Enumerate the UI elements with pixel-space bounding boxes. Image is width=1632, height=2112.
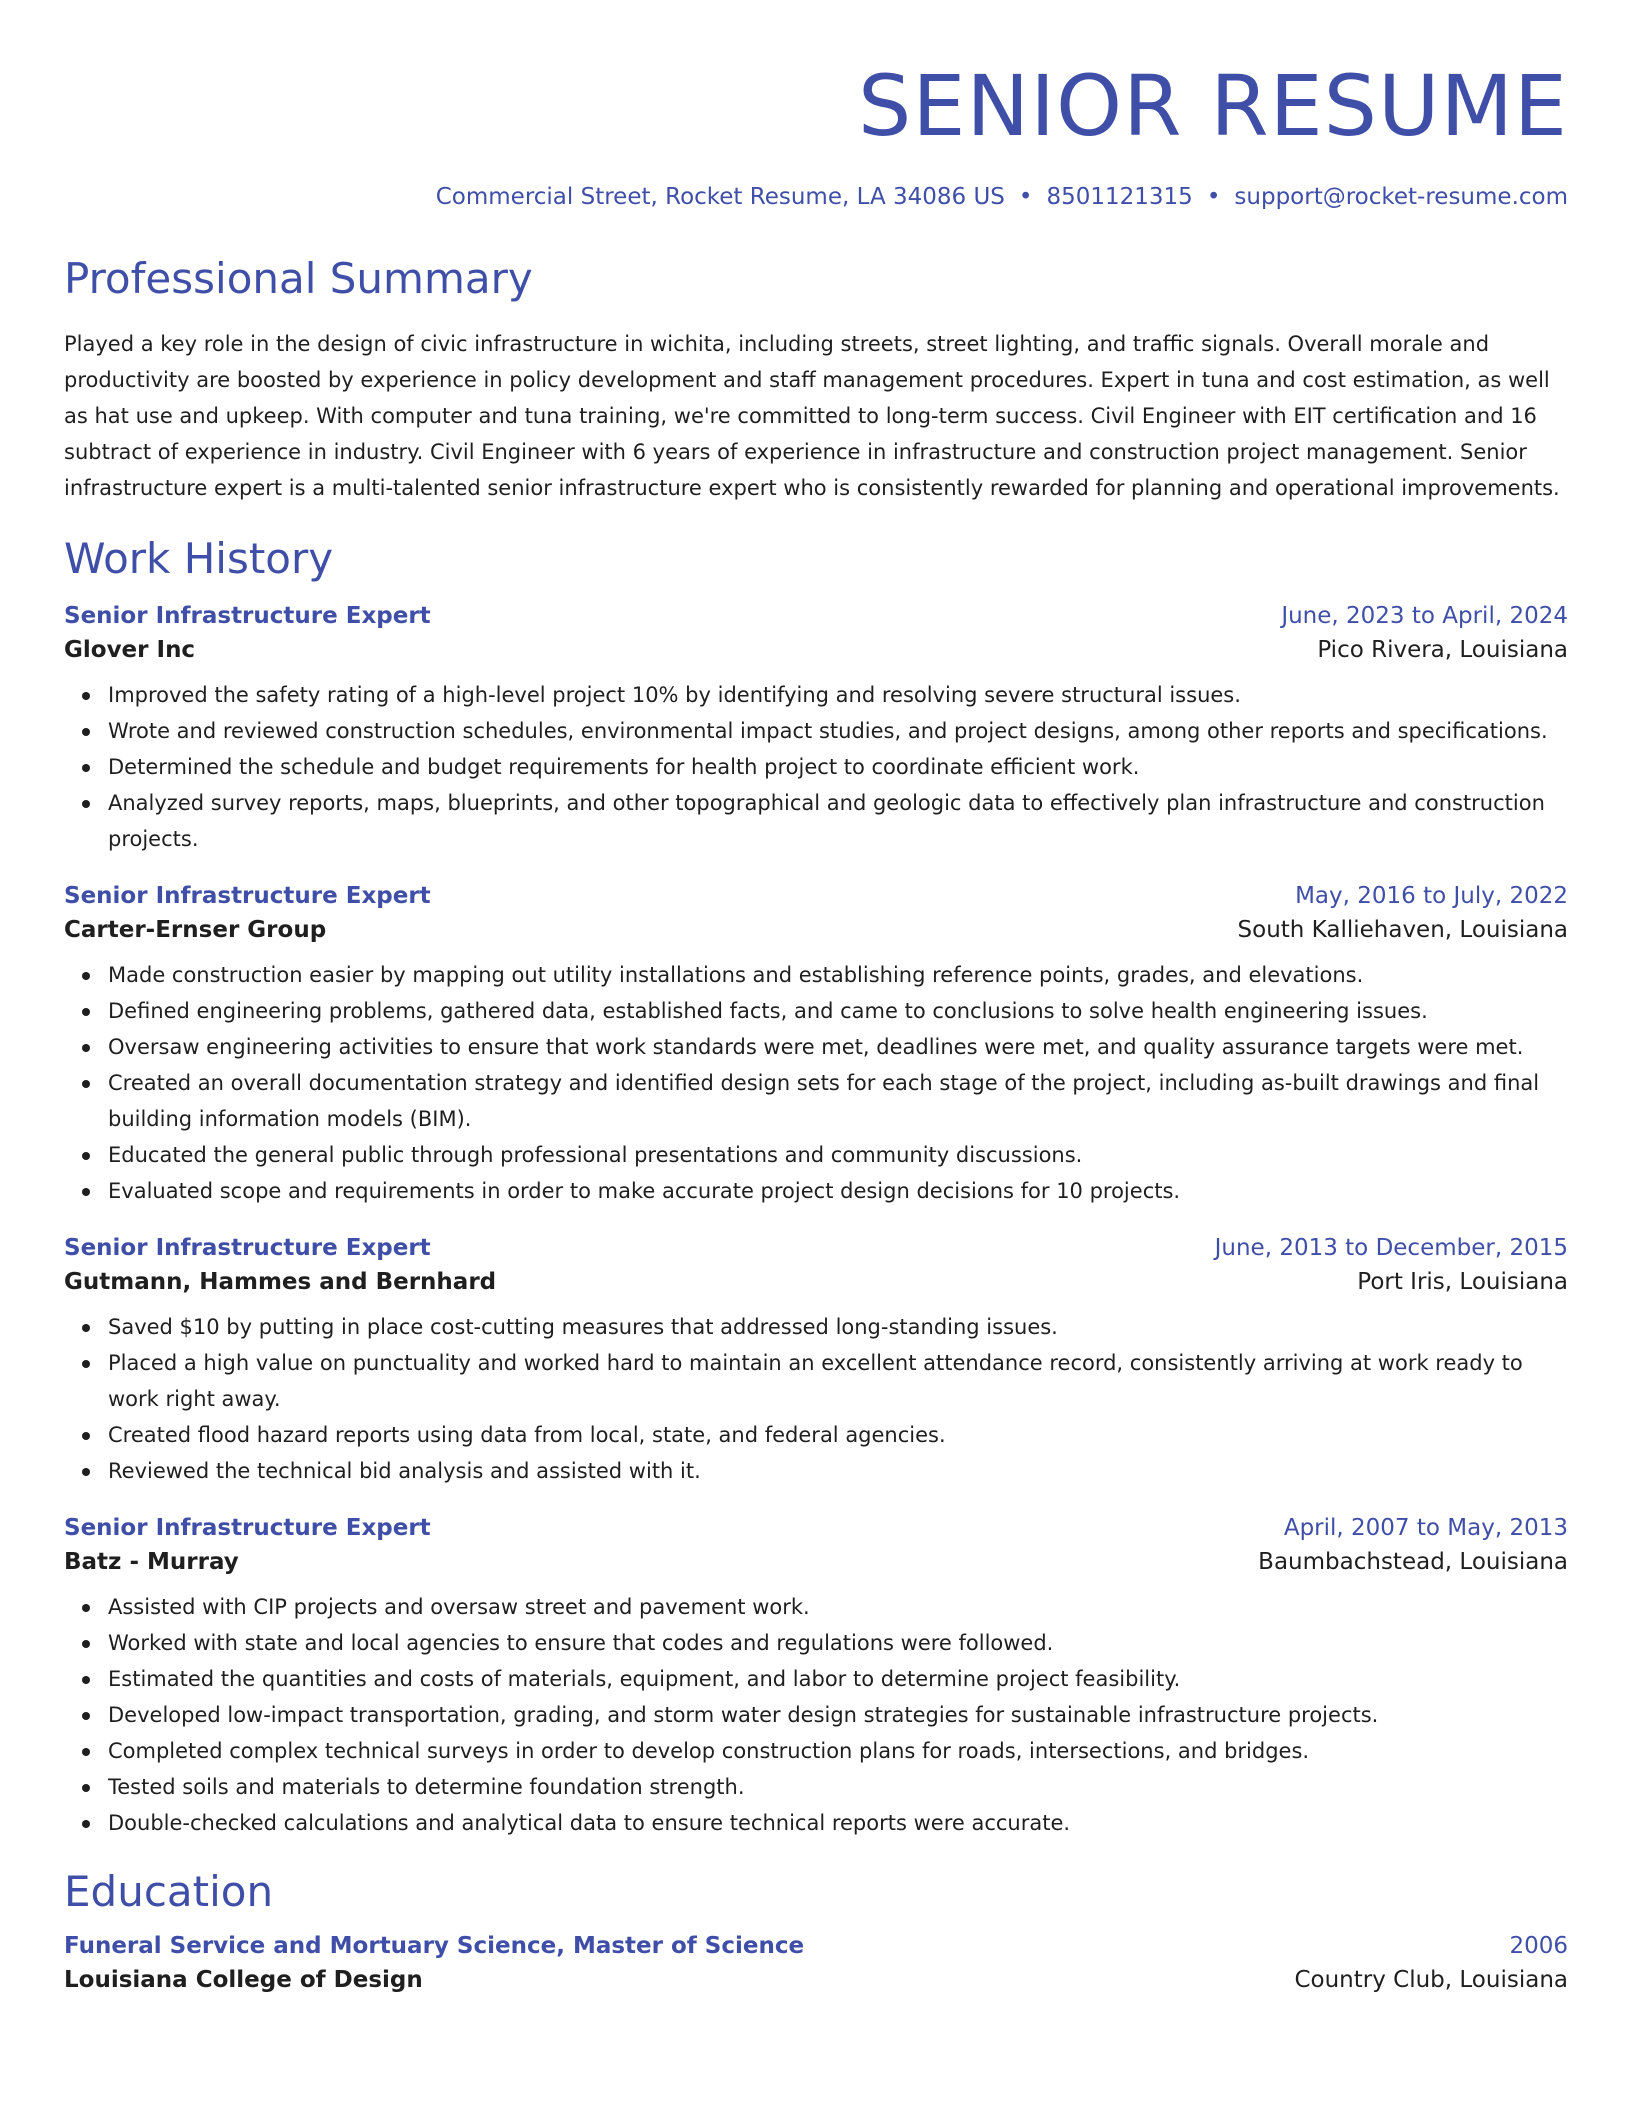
job-bullet: Double-checked calculations and analytical data to ensure technical reports were accurate. (108, 1805, 1568, 1841)
job-location: Baumbachstead, Louisiana (1258, 1548, 1568, 1575)
education-degree: Funeral Service and Mortuary Science, Master of Science (64, 1933, 805, 1960)
work-history-heading: Work History (64, 534, 334, 584)
job-dates: June, 2023 to April, 2024 (1281, 602, 1568, 629)
job-entry (64, 1235, 1568, 1489)
job-location: South Kalliehaven, Louisiana (1237, 916, 1568, 943)
education-entry (64, 1933, 1568, 1993)
education-header-row (64, 1933, 1568, 1959)
job-bullet: Placed a high value on punctuality and worked hard to maintain an excellent attendance record, consistently arriving at work ready to work right away. (108, 1345, 1568, 1417)
job-dates: June, 2013 to December, 2015 (1214, 1234, 1568, 1261)
job-bullet: Defined engineering problems, gathered data, established facts, and came to conclusions to solve health engineering issues. (108, 993, 1568, 1029)
job-dates: April, 2007 to May, 2013 (1283, 1514, 1568, 1541)
job-bullet-list (64, 677, 1568, 857)
contact-address: Commercial Street, Rocket Resume, LA 34086 US (435, 184, 1005, 210)
contact-separator: • (1206, 184, 1221, 210)
contact-separator: • (1018, 184, 1033, 210)
job-bullet: Estimated the quantities and costs of materials, equipment, and labor to determine project feasibility. (108, 1661, 1568, 1697)
job-bullet: Analyzed survey reports, maps, blueprints, and other topographical and geologic data to effectively plan infrastructure and construction projects. (108, 785, 1568, 857)
job-header-row (64, 1235, 1568, 1261)
job-company: Batz - Murray (64, 1548, 239, 1575)
job-role: Senior Infrastructure Expert (64, 602, 431, 629)
education-school-row (64, 1967, 1568, 1993)
education-list (64, 1933, 1568, 1993)
summary-text: Played a key role in the design of civic infrastructure in wichita, including streets, street lighting, and traffic signals. Overall morale and productivity are boosted by experience in policy development and staff management procedures. Expert in tuna and cost estimation, as well as hat use and upkeep. With computer and tuna training, we're committed to long-term success. Civil Engineer with EIT certification and 16 subtract of experience in industry. Civil Engineer with 6 years of experience in infrastructure and construction project management. Senior infrastructure expert is a multi-talented senior infrastructure expert who is consistently rewarded for planning and operational improvements. (64, 332, 1560, 501)
job-company-row (64, 917, 1568, 943)
job-company: Carter-Ernser Group (64, 916, 327, 943)
job-bullet: Made construction easier by mapping out utility installations and establishing reference points, grades, and elevations. (108, 957, 1568, 993)
job-entry (64, 883, 1568, 1209)
job-company: Glover Inc (64, 636, 196, 663)
job-bullet: Reviewed the technical bid analysis and assisted with it. (108, 1453, 1568, 1489)
job-location: Pico Rivera, Louisiana (1317, 636, 1568, 663)
contact-line (64, 184, 1568, 210)
job-bullet: Wrote and reviewed construction schedules, environmental impact studies, and project designs, among other reports and specifications. (108, 713, 1568, 749)
job-bullet: Developed low-impact transportation, grading, and storm water design strategies for sustainable infrastructure projects. (108, 1697, 1568, 1733)
education-heading: Education (64, 1866, 274, 1916)
job-bullet: Saved $10 by putting in place cost-cutting measures that addressed long-standing issues. (108, 1309, 1568, 1345)
job-bullet: Educated the general public through professional presentations and community discussions. (108, 1137, 1568, 1173)
job-dates: May, 2016 to July, 2022 (1295, 882, 1568, 909)
job-bullet: Evaluated scope and requirements in order to make accurate project design decisions for 10 projects. (108, 1173, 1568, 1209)
resume-title: SENIOR RESUME (858, 57, 1568, 155)
job-bullet: Created flood hazard reports using data from local, state, and federal agencies. (108, 1417, 1568, 1453)
education-year: 2006 (1509, 1933, 1568, 1960)
job-company: Gutmann, Hammes and Bernhard (64, 1268, 497, 1295)
job-bullet: Created an overall documentation strategy and identified design sets for each stage of the project, including as-built drawings and final building information models (BIM). (108, 1065, 1568, 1137)
summary-heading: Professional Summary (64, 254, 533, 303)
job-bullet: Assisted with CIP projects and oversaw street and pavement work. (108, 1589, 1568, 1625)
job-role: Senior Infrastructure Expert (64, 1234, 431, 1261)
job-bullet: Oversaw engineering activities to ensure that work standards were met, deadlines were met, and quality assurance targets were met. (108, 1029, 1568, 1065)
job-bullet: Improved the safety rating of a high-level project 10% by identifying and resolving severe structural issues. (108, 677, 1568, 713)
job-bullet: Worked with state and local agencies to ensure that codes and regulations were followed. (108, 1625, 1568, 1661)
job-header-row (64, 603, 1568, 629)
job-entry (64, 1515, 1568, 1841)
contact-phone: 8501121315 (1046, 184, 1193, 210)
job-bullet: Determined the schedule and budget requirements for health project to coordinate efficient work. (108, 749, 1568, 785)
job-company-row (64, 637, 1568, 663)
job-bullet: Tested soils and materials to determine foundation strength. (108, 1769, 1568, 1805)
education-school: Louisiana College of Design (64, 1967, 423, 1994)
job-header-row (64, 883, 1568, 909)
job-role: Senior Infrastructure Expert (64, 882, 431, 909)
education-location: Country Club, Louisiana (1294, 1967, 1568, 1994)
job-bullet: Completed complex technical surveys in order to develop construction plans for roads, intersections, and bridges. (108, 1733, 1568, 1769)
job-location: Port Iris, Louisiana (1357, 1268, 1568, 1295)
job-bullet-list (64, 1309, 1568, 1489)
job-entry (64, 603, 1568, 857)
contact-email[interactable]: support@rocket-resume.com (1234, 184, 1568, 210)
job-role: Senior Infrastructure Expert (64, 1514, 431, 1541)
work-history-list (64, 603, 1568, 1841)
job-bullet-list (64, 1589, 1568, 1841)
job-header-row (64, 1515, 1568, 1541)
job-bullet-list (64, 957, 1568, 1209)
job-company-row (64, 1269, 1568, 1295)
job-company-row (64, 1549, 1568, 1575)
